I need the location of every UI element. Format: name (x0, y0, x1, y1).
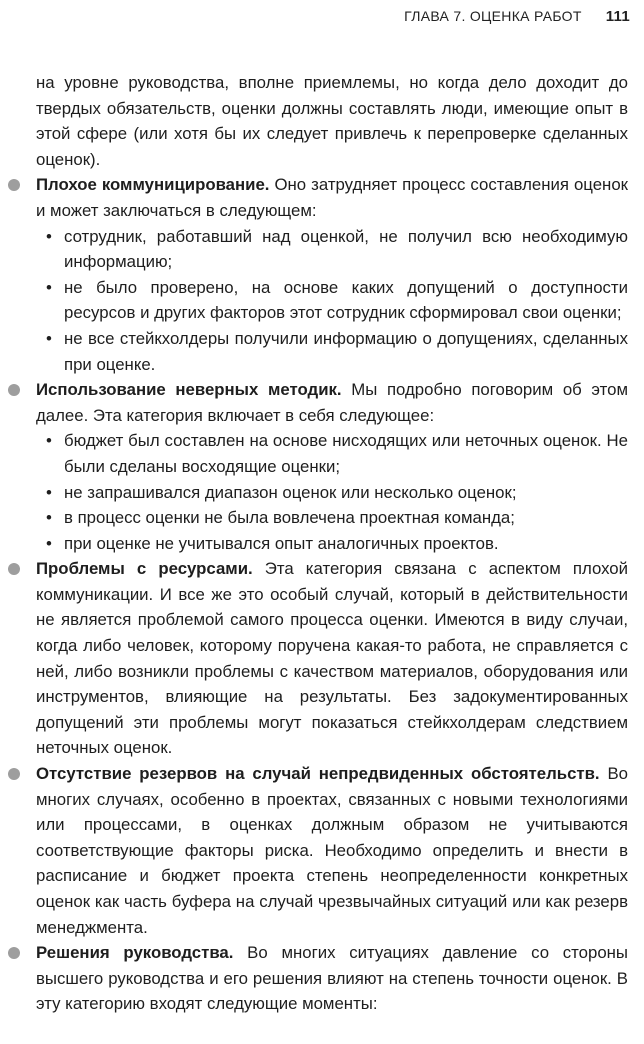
sub-list-item: • бюджет был составлен на основе нисходящих или неточных оценок. Не были сделаны восходящие оценки; (64, 428, 628, 479)
page-number: 111 (605, 8, 630, 25)
sub-list (36, 224, 628, 378)
item-paragraph (36, 940, 628, 1017)
small-bullet-icon: • (46, 482, 52, 502)
sub-list-item: • в процесс оценки не была вовлечена проектная команда; (64, 505, 628, 531)
intro-paragraph: на уровне руководства, вполне приемлемы, но когда дело доходит до твердых обязательств, оценки должны составлять люди, имеющие опыт в этой сфере (или хотя бы их следует привлечь к перепроверке сделанных оценок). (36, 73, 628, 169)
item-lead: Использование неверных методик. (36, 380, 342, 400)
bullet-item-resource-problems (36, 556, 628, 761)
sub-list-item: • не запрашивался диапазон оценок или несколько оценок; (64, 480, 628, 506)
bullet-item-no-reserves (36, 761, 628, 940)
item-text: Эта категория связана с аспектом плохой коммуникации. И все же это особый случай, который в действительности не является проблемой самого процесса оценки. Имеются в виду случаи, когда либо человек, которому поручена какая-то работа, не справляется с ней, либо возникли проблемы с качеством материалов, оборудования или инструментов, влияющие на результаты. Без задокументированных допущений эти проблемы могут показаться стейкхолдерам следствием неточных оценок. (36, 559, 628, 758)
bullet-item-wrong-methods (36, 377, 628, 556)
page-body (36, 70, 628, 1017)
item-paragraph (36, 377, 628, 428)
item-lead: Проблемы с ресурсами. (36, 559, 253, 579)
item-text: Во многих ситуациях давление со стороны высшего руководства и его решения влияют на степень точности оценок. В эту категорию входят следующие моменты: (36, 943, 628, 1014)
small-bullet-icon: • (46, 277, 52, 297)
bullet-item-management-decisions (36, 940, 628, 1017)
item-paragraph (36, 556, 628, 761)
running-header (404, 8, 630, 25)
sub-list (36, 428, 628, 556)
small-bullet-icon: • (46, 226, 52, 246)
item-lead: Отсутствие резервов на случай непредвиденных обстоятельств. (36, 764, 600, 784)
small-bullet-icon: • (46, 431, 52, 451)
small-bullet-icon: • (46, 533, 52, 553)
item-text: Во многих случаях, особенно в проектах, связанных с новыми технологиями или процессами, в оценках должным образом не учитываются соответствующие факторы риска. Необходимо определить и внести в расписание и бюджет проекта степень неопределенности конкретных оценок как часть буфера на случай чрезвычайных ситуаций или как резерв менеджмента. (36, 764, 628, 937)
bullet-item-poor-communication (36, 172, 628, 377)
sub-list-item: • сотрудник, работавший над оценкой, не получил всю необходимую информацию; (64, 224, 628, 275)
item-lead: Решения руководства. (36, 943, 234, 963)
bullet-dot-icon (8, 563, 20, 575)
small-bullet-icon: • (46, 508, 52, 528)
bullet-dot-icon (8, 768, 20, 780)
bullet-dot-icon (8, 179, 20, 191)
bullet-dot-icon (8, 947, 20, 959)
chapter-title: ГЛАВА 7. ОЦЕНКА РАБОТ (404, 8, 582, 24)
sub-list-item: • не было проверено, на основе каких допущений о доступности ресурсов и других факторов этот сотрудник сформировал свои оценки; (64, 275, 628, 326)
item-lead: Плохое коммуницирование. (36, 175, 270, 195)
small-bullet-icon: • (46, 328, 52, 348)
item-text: Оно затрудняет процесс составления оценок и может заключаться в следующем: (36, 175, 628, 220)
bullet-dot-icon (8, 384, 20, 396)
item-paragraph (36, 172, 628, 223)
item-paragraph (36, 761, 628, 940)
sub-list-item: • не все стейкхолдеры получили информацию о допущениях, сделанных при оценке. (64, 326, 628, 377)
item-text: Мы подробно поговорим об этом далее. Эта категория включает в себя следующее: (36, 380, 628, 425)
sub-list-item: • при оценке не учитывался опыт аналогичных проектов. (64, 531, 628, 557)
